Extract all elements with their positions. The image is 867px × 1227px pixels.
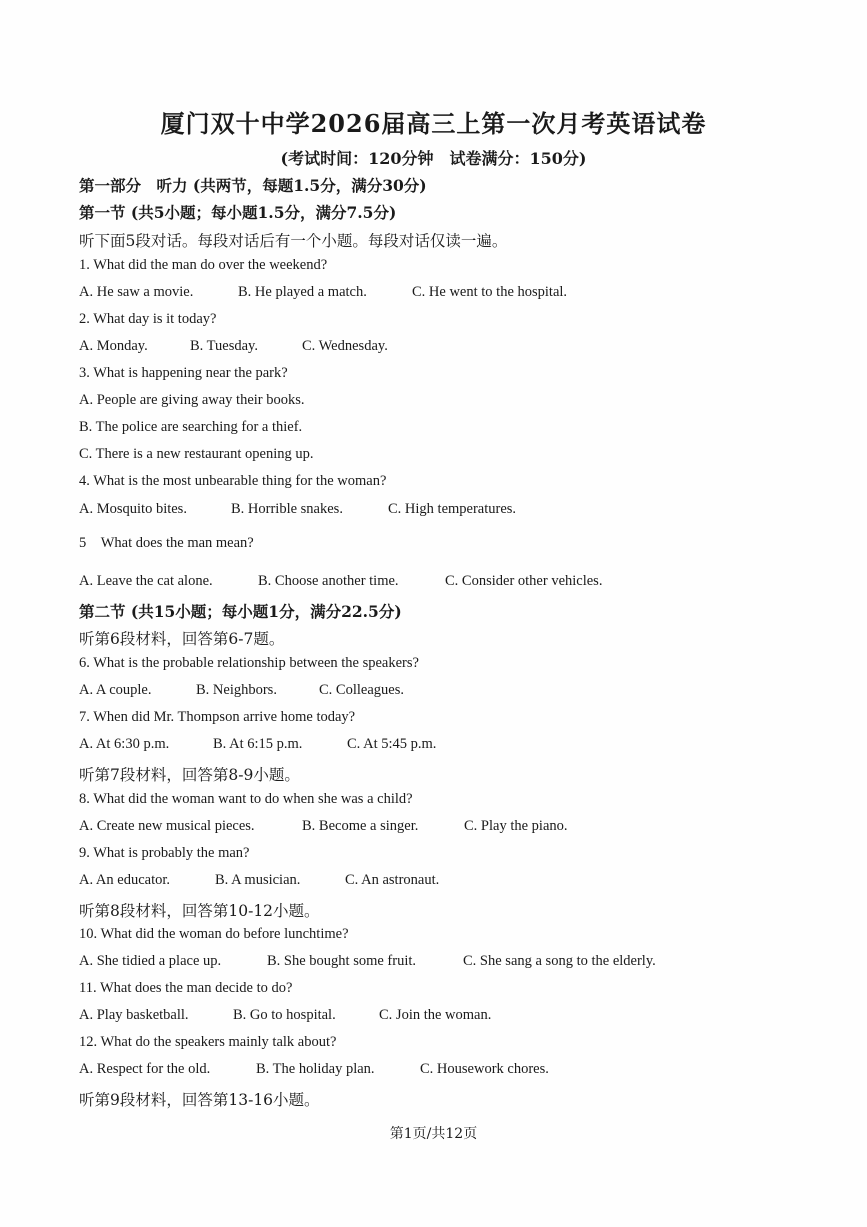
q1-option-c: C. He went to the hospital.	[412, 284, 568, 300]
q11-option-a: A. Play basketball.	[79, 1007, 189, 1023]
q1-option-b: B. He played a match.	[238, 284, 367, 300]
q9-option-c: C. An astronaut.	[345, 872, 440, 888]
question-1: 1. What did the man do over the weekend?	[79, 257, 328, 273]
q9-option-b: B. A musician.	[215, 872, 301, 888]
question-4: 4. What is the most unbearable thing for the woman?	[79, 473, 387, 489]
exam-title: 厦门双十中学2026届高三上第一次月考英语试卷	[160, 109, 707, 138]
section1-heading: 第一节 (共5小题；每小题1.5分，满分7.5分)	[79, 203, 397, 222]
question-10: 10. What did the woman do before lunchtime?	[79, 926, 349, 942]
q3-option-b: B. The police are searching for a thief.	[79, 419, 303, 435]
question-2: 2. What day is it today?	[79, 311, 217, 327]
question-11: 11. What does the man decide to do?	[79, 980, 293, 996]
question-7: 7. When did Mr. Thompson arrive home today?	[79, 709, 356, 725]
q10-option-b: B. She bought some fruit.	[267, 953, 417, 969]
question-12: 12. What do the speakers mainly talk about?	[79, 1034, 337, 1050]
q5-option-a: A. Leave the cat alone.	[79, 573, 213, 589]
part1-heading: 第一部分 听力 (共两节，每题1.5分，满分30分)	[79, 176, 427, 195]
q12-option-a: A. Respect for the old.	[79, 1061, 211, 1077]
page-number: 第1页/共12页	[389, 1126, 478, 1142]
q12-option-c: C. Housework chores.	[420, 1061, 549, 1077]
q2-option-c: C. Wednesday.	[302, 338, 388, 354]
q7-option-b: B. At 6:15 p.m.	[213, 736, 303, 752]
q10-option-a: A. She tidied a place up.	[79, 953, 222, 969]
q10-option-c: C. She sang a song to the elderly.	[463, 953, 656, 969]
q8-option-c: C. Play the piano.	[464, 818, 568, 834]
q12-option-b: B. The holiday plan.	[256, 1061, 375, 1077]
q7-option-c: C. At 5:45 p.m.	[347, 736, 437, 752]
q4-option-a: A. Mosquito bites.	[79, 501, 187, 517]
group-9-instruction: 听第9段材料，回答第13-16小题。	[79, 1091, 320, 1109]
section2-heading: 第二节 (共15小题；每小题1分，满分22.5分)	[79, 602, 402, 621]
q4-option-c: C. High temperatures.	[388, 501, 517, 517]
q5-option-c: C. Consider other vehicles.	[445, 573, 603, 589]
question-6: 6. What is the probable relationship between the speakers?	[79, 655, 419, 671]
q3-option-a: A. People are giving away their books.	[79, 392, 305, 408]
q11-option-c: C. Join the woman.	[379, 1007, 492, 1023]
section1-instruction: 听下面5段对话。每段对话后有一个小题。每段对话仅读一遍。	[79, 232, 508, 250]
q6-option-b: B. Neighbors.	[196, 682, 277, 698]
q9-option-a: A. An educator.	[79, 872, 171, 888]
group-6-instruction: 听第6段材料，回答第6-7题。	[79, 630, 285, 648]
q2-option-a: A. Monday.	[79, 338, 148, 354]
q1-option-a: A. He saw a movie.	[79, 284, 194, 300]
q6-option-a: A. A couple.	[79, 682, 152, 698]
group-8-instruction: 听第8段材料，回答第10-12小题。	[79, 902, 320, 920]
question-5: 5 What does the man mean?	[79, 535, 254, 551]
question-3: 3. What is happening near the park?	[79, 365, 288, 381]
exam-info: (考试时间：120分钟 试卷满分：150分)	[280, 149, 587, 168]
q4-option-b: B. Horrible snakes.	[231, 501, 343, 517]
group-7-instruction: 听第7段材料，回答第8-9小题。	[79, 766, 300, 784]
q2-option-b: B. Tuesday.	[190, 338, 258, 354]
q11-option-b: B. Go to hospital.	[233, 1007, 336, 1023]
q7-option-a: A. At 6:30 p.m.	[79, 736, 170, 752]
q6-option-c: C. Colleagues.	[319, 682, 404, 698]
question-9: 9. What is probably the man?	[79, 845, 250, 861]
question-8: 8. What did the woman want to do when she was a child?	[79, 791, 413, 807]
q5-option-b: B. Choose another time.	[258, 573, 399, 589]
q8-option-a: A. Create new musical pieces.	[79, 818, 255, 834]
q3-option-c: C. There is a new restaurant opening up.	[79, 446, 314, 462]
q8-option-b: B. Become a singer.	[302, 818, 419, 834]
